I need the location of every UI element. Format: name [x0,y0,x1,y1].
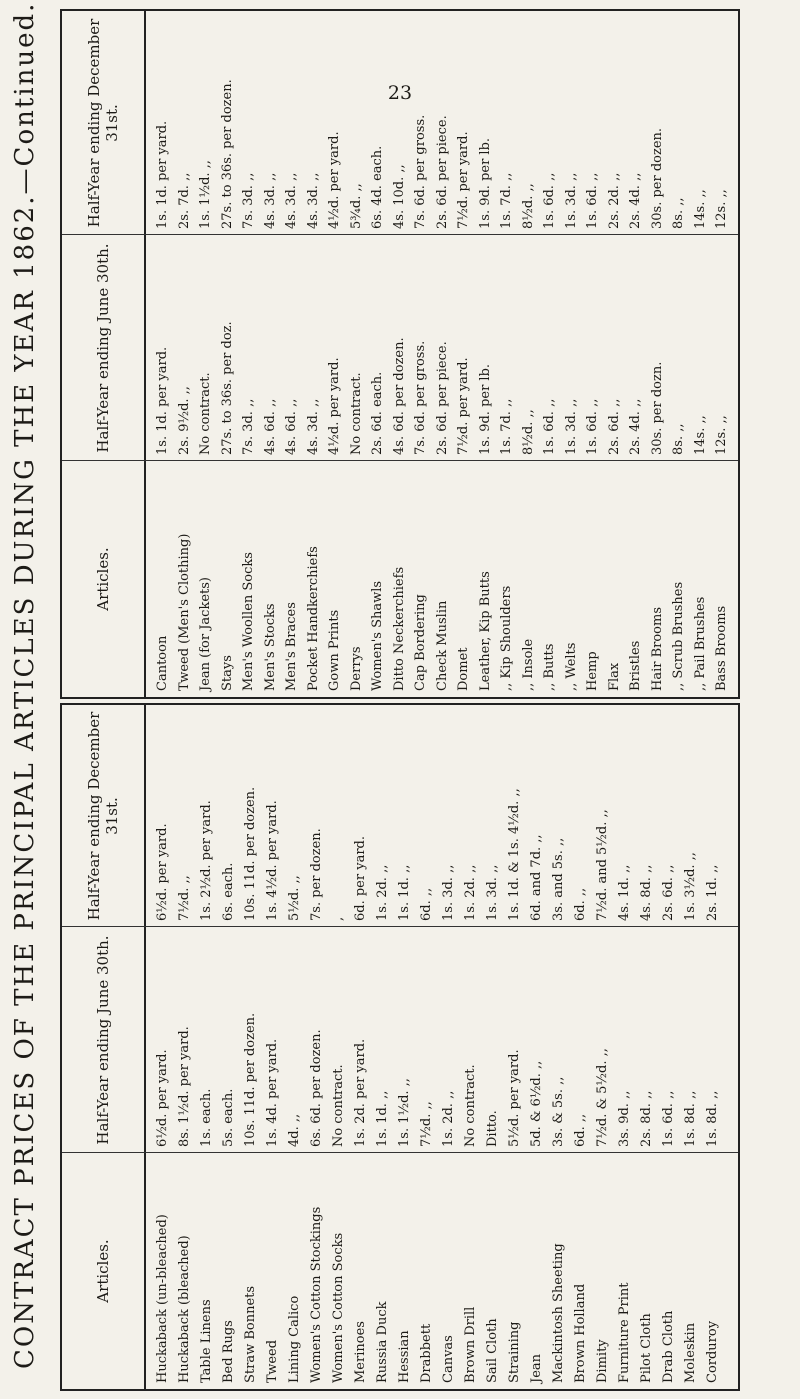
june-price-cell: 1s. 6d. ,, [542,398,557,455]
article-cell: Mackintosh Sheeting [551,1243,566,1383]
june-price-cell: No contract. [198,372,213,455]
december-price-cell: 7½d. ,, [177,875,192,921]
table-row [238,11,260,697]
article-cell: Huckaback (un-bleached) [155,1214,170,1383]
june-price-cell: 30s. per dozn. [649,361,665,455]
table-row [647,11,669,697]
table-row [195,11,217,697]
december-price-cell: 3s. and 5s. ,, [551,837,566,921]
june-price-cell: 1s. 4d. per yard. [265,1038,280,1147]
table-row [668,11,690,697]
table-row [152,705,174,1389]
article-cell: ,, Scrub Brushes [671,581,686,691]
article-cell: Jean (for Jackets) [198,577,213,691]
june-price-cell: 7s. 6d. per gross. [413,340,428,455]
table-row [217,11,239,697]
june-price-cell: 2s. 6d. each. [370,371,385,455]
article-cell: Cap Bordering [413,594,428,691]
article-cell: ,, Insole [520,638,536,691]
table-row [174,705,196,1389]
june-price-cell: 1s. 6d. ,, [661,1090,676,1147]
june-price-cell: 3s. 9d. ,, [617,1090,632,1147]
june-price-cell: 3s. & 5s. ,, [551,1076,566,1147]
article-cell: Hair Brooms [649,606,665,691]
december-price-cell: 5½d. ,, [287,875,302,921]
table-row [636,705,658,1389]
article-cell: Corduroy [705,1320,720,1383]
june-price-cell: 4d. ,, [287,1113,302,1147]
table-row [504,705,526,1389]
article-cell: Furniture Print [617,1282,632,1383]
article-cell: Tweed (Men's Clothing) [176,533,192,691]
december-price-cell: 6s. 4d. each. [370,145,385,229]
table-row [690,11,712,697]
june-price-cell: 14s. ,, [692,415,708,455]
june-price-cell: No contract. [348,372,364,455]
article-cell: Merinoes [353,1321,368,1383]
article-cell: Jean [529,1353,544,1383]
table-row [416,705,438,1389]
article-cell: ,, Pail Brushes [692,596,708,691]
table-row [152,11,174,697]
article-cell: Men's Braces [284,602,299,691]
article-cell: Men's Stocks [262,603,278,691]
december-price-cell: 6d. ,, [573,887,588,921]
june-price-cell: 2s. 6d. ,, [606,398,622,455]
june-price-cell: 1s. each. [199,1088,214,1147]
article-cell: Sail Cloth [485,1318,500,1383]
december-price-cell: 1s. 3d. ,, [485,864,500,921]
article-cell: Bass Brooms [714,605,729,691]
june-price-cell: 4s. 6d. ,, [284,398,299,455]
article-cell: Women's Cotton Socks [331,1232,346,1383]
june-price-cell: 8s. ,, [671,423,686,455]
december-price-cell: 8½d. ,, [520,183,536,229]
december-price-cell: 4s. 3d. ,, [305,172,321,229]
article-cell: Cantoon [155,635,170,691]
table-row [592,705,614,1389]
june-price-cell: 1s. 7d. ,, [499,398,514,455]
table-row [432,11,454,697]
december-price-cell: 7s. 6d. per gross. [413,114,428,229]
table-row [306,705,328,1389]
december-price-cell: 12s. ,, [714,189,729,229]
table-row [604,11,626,697]
article-cell: Derrys [348,646,364,691]
table-row [570,705,592,1389]
december-price-cell: 8s. ,, [671,197,686,229]
june-price-cell: 6½d. per yard. [155,1049,170,1147]
december-price-cell: 4s. 3d. ,, [262,172,278,229]
december-price-cell: 14s. ,, [692,189,708,229]
article-cell: Tweed [265,1339,280,1383]
table-row [328,705,350,1389]
december-price-cell: 2s. 4d. ,, [628,172,643,229]
june-price-cell: 5d. & 6½d. ,, [529,1060,544,1147]
article-cell: Men's Woollen Socks [241,552,256,691]
december-price-cell: 2s. 1d. ,, [705,864,720,921]
article-cell: Drab Cloth [661,1310,676,1383]
december-price-cell: 1s. 3d. ,, [441,864,456,921]
december-price-cell: 5¾d. ,, [348,183,364,229]
article-cell: Drabbett [419,1323,434,1383]
june-price-cell: 1s. 8d. ,, [683,1090,698,1147]
article-cell: Women's Cotton Stockings [309,1206,324,1383]
table-row [475,11,497,697]
december-price-cell: 1s. 7d. ,, [499,172,514,229]
june-price-cell: 4s. 6d. ,, [262,398,278,455]
december-price-cell: 1s. 2½d. per yard. [199,800,214,921]
header-june: Half-Year ending June 30th. [94,243,112,453]
december-price-cell: 1s. 1d. per yard. [155,120,170,229]
article-cell: Brown Drill [463,1306,478,1383]
article-cell: Brown Holland [573,1283,588,1383]
article-cell: Women's Shawls [370,580,385,691]
june-price-cell: 7½d. per yard. [456,357,471,455]
table-row [324,11,346,697]
table-header [62,11,146,697]
table-row [394,705,416,1389]
article-cell: Check Muslin [434,600,450,691]
table-row [262,705,284,1389]
june-price-cell: 2s. 4d. ,, [628,398,643,455]
page-number: 23 [387,82,413,104]
december-price-cell: 1s. 3½d. ,, [683,852,698,921]
december-price-cell: 6s. each. [221,862,236,921]
june-price-cell: 1s. 9d. per lb. [477,363,493,455]
table-row [658,705,680,1389]
header-articles: Articles. [94,1239,112,1303]
article-cell: Russia Duck [375,1301,390,1383]
price-table-part-2 [60,9,740,699]
december-price-cell: 1s. 1d. ,, [397,864,412,921]
june-price-cell: 8½d. ,, [520,409,536,455]
june-price-cell: 1s. 1d. per yard. [155,346,170,455]
december-price-cell: 2s. 6d. ,, [661,864,676,921]
table-row [680,705,702,1389]
december-price-cell: 4s. 1d. ,, [617,864,632,921]
december-price-cell: 2s. 6d. per piece. [434,115,450,229]
table-row [614,705,636,1389]
price-table-part-1 [60,703,740,1391]
table-row [303,11,325,697]
june-price-cell: 6s. 6d. per dozen. [309,1029,324,1147]
june-price-cell: 10s. 11d. per dozen. [243,1012,258,1147]
june-price-cell: No contract. [331,1064,346,1147]
june-price-cell: 1s. 1d. ,, [375,1090,390,1147]
june-price-cell: 4s. 6d. per dozen. [391,337,407,455]
table-row [196,705,218,1389]
june-price-cell: 7s. 3d. ,, [241,398,256,455]
december-price-cell: 1s. 2d. ,, [375,864,390,921]
june-price-cell: 5½d. per yard. [507,1049,522,1147]
table-row [518,11,540,697]
december-price-cell: 4s. 8d. ,, [639,864,654,921]
article-cell: Canvas [441,1335,456,1383]
december-price-cell: 7s. 3d. ,, [241,172,256,229]
table-row [367,11,389,697]
june-price-cell: 1s. 1½d. ,, [397,1078,412,1147]
december-price-cell: 2s. 7d. ,, [176,172,192,229]
december-price-cell: 6d. and 7d. ,, [529,834,544,921]
june-price-cell: 8s. 1½d. per yard. [177,1026,192,1147]
december-price-cell: 7s. per dozen. [309,828,324,921]
table-row [218,705,240,1389]
june-price-cell: 2s. 6d. per piece. [434,341,450,455]
article-cell: ,, Welts [563,642,579,691]
article-cell: Ditto Neckerchiefs [391,566,407,691]
december-price-cell: 30s. per dozen. [649,127,665,229]
december-price-cell: 2s. 2d. ,, [606,172,622,229]
table-row [260,11,282,697]
article-cell: Dimity [595,1339,610,1383]
december-price-cell: 1s. 6d. ,, [542,172,557,229]
article-cell: Huckaback (bleached) [177,1235,192,1383]
table-row [438,705,460,1389]
header-december: Half-Year ending December 31st. [85,711,121,921]
december-price-cell: 6d. ,, [419,887,434,921]
article-cell: ,, Kip Shoulders [499,585,514,691]
june-price-cell: 1s. 6d. ,, [585,398,600,455]
table-row [372,705,394,1389]
article-cell: Bristles [628,640,643,691]
article-cell: Straining [507,1321,522,1383]
december-price-cell: 1s. 9d. per lb. [477,137,493,229]
june-price-cell: 4s. 3d. ,, [305,398,321,455]
table-row [482,705,504,1389]
december-price-cell: 4s. 10d. ,, [391,164,407,229]
june-price-cell: 7½d. & 5½d. ,, [595,1048,610,1147]
december-price-cell: 6½d. per yard. [155,823,170,921]
june-price-cell: 27s. to 36s. per doz. [219,321,235,455]
table-row [526,705,548,1389]
table-row [281,11,303,697]
june-price-cell: 4½d. per yard. [327,357,342,455]
june-price-cell: 6d. ,, [573,1113,588,1147]
december-price-cell: 1s. 1d. & 1s. 4½d. ,, [507,788,522,921]
table-row [702,705,724,1389]
december-price-cell: 10s. 11d. per dozen. [243,786,258,921]
table-row [625,11,647,697]
june-price-cell: 12s. ,, [714,415,729,455]
article-cell: Hemp [585,651,600,691]
december-price-cell: , [331,916,346,921]
table-row [548,705,570,1389]
table-row [240,705,262,1389]
june-price-cell: 1s. 3d. ,, [563,398,579,455]
article-cell: Flax [606,662,622,691]
article-cell: Pocket Handkerchiefs [305,546,321,691]
table-row [350,705,372,1389]
june-price-cell: 5s. each. [221,1088,236,1147]
table-row [389,11,411,697]
table-row [539,11,561,697]
december-price-cell: 7½d. and 5½d. ,, [595,809,610,921]
article-cell: Bed Rugs [221,1320,236,1383]
table-row [561,11,583,697]
june-price-cell: No contract. [463,1064,478,1147]
june-price-cell: 1s. 2d. per yard. [353,1038,368,1147]
june-price-cell: 2s. 8d. ,, [639,1090,654,1147]
table-row [460,705,482,1389]
page-title: CONTRACT PRICES OF THE PRINCIPAL ARTICLES DURING THE YEAR 1862.—Continued. [10,1,40,1369]
december-price-cell: 6d. per yard. [353,836,368,921]
article-cell: Stays [219,655,235,691]
december-price-cell: 1s. 4½d. per yard. [265,800,280,921]
article-cell: Pilot Cloth [639,1313,654,1383]
article-cell: Domet [456,647,471,691]
table-row [582,11,604,697]
june-price-cell: 1s. 2d. ,, [441,1090,456,1147]
table-row [453,11,475,697]
table-row [711,11,733,697]
december-price-cell: 7½d. per yard. [456,131,471,229]
header-articles: Articles. [94,547,112,611]
june-price-cell: Ditto. [485,1110,500,1147]
december-price-cell: 1s. 3d. ,, [563,172,579,229]
header-june: Half-Year ending June 30th. [94,935,112,1145]
article-cell: Straw Bonnets [243,1285,258,1383]
article-cell: Table Linens [199,1299,214,1383]
article-cell: Hessian [397,1330,412,1383]
june-price-cell: 1s. 8d. ,, [705,1090,720,1147]
december-price-cell: 1s. 6d. ,, [585,172,600,229]
article-cell: Lining Calico [287,1295,302,1383]
article-cell: ,, Butts [542,643,557,691]
header-december: Half-Year ending December 31st. [85,18,121,228]
article-cell: Leather, Kip Butts [477,571,493,691]
december-price-cell: 4s. 3d. ,, [284,172,299,229]
table-row [410,11,432,697]
table-header [62,705,146,1389]
december-price-cell: 4½d. per yard. [327,131,342,229]
june-price-cell: 2s. 9½d. ,, [176,386,192,455]
table-row [346,11,368,697]
table-row [174,11,196,697]
article-cell: Moleskin [683,1322,698,1383]
december-price-cell: 27s. to 36s. per dozen. [219,79,235,229]
december-price-cell: 1s. 2d. ,, [463,864,478,921]
december-price-cell: 1s. 1½d. ,, [198,160,213,229]
table-row [496,11,518,697]
june-price-cell: 7½d. ,, [419,1101,434,1147]
table-row [284,705,306,1389]
article-cell: Gown Prints [327,609,342,691]
